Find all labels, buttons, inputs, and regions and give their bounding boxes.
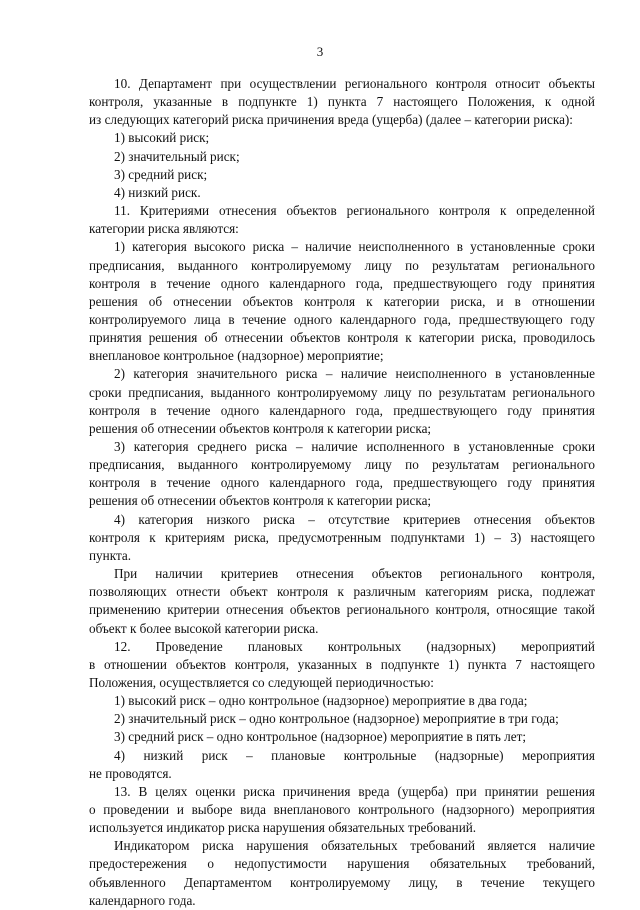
text-line: предписания, выданного контролируемому лицу по результатам регионального <box>89 457 595 473</box>
text-line: решения об отнесении объектов контроля к категории риска, и в отношении <box>89 293 595 309</box>
text-line: 2) категория значительного риска – наличие неисполненного в установленные <box>114 366 595 382</box>
text-line: 2) значительный риск – одно контрольное (надзорное) мероприятие в три года; <box>114 711 559 727</box>
text-line: 13. В целях оценки риска причинения вреда (ущерба) при принятии решения <box>114 783 595 799</box>
text-line: контроля в течение одного календарного года, предшествующего году принятия <box>89 275 595 291</box>
text-line: объект к более высокой категории риска. <box>89 620 319 636</box>
text-line: 12. Проведение плановых контрольных (надзорных) мероприятий <box>114 638 595 654</box>
text-line: 4) категория низкого риска – отсутствие критериев отнесения объектов <box>114 511 595 527</box>
page-number: 3 <box>316 44 324 59</box>
text-line: контроля к критериям риска, предусмотренным подпунктами 1) – 3) настоящего <box>89 529 595 545</box>
text-line: 1) категория высокого риска – наличие неисполненного в установленные сроки <box>114 239 595 255</box>
text-line: контроля, указанные в подпункте 1) пункта 7 настоящего Положения, к одной <box>89 94 595 110</box>
text-line: применению критерии отнесения объектов регионального контроля, относящие такой <box>89 602 595 618</box>
text-line: предписания, выданного контролируемому лицу по результатам регионального <box>89 257 595 273</box>
text-line: 3) средний риск; <box>114 166 208 182</box>
text-line: 11. Критериями отнесения объектов регионального контроля к определенной <box>114 203 595 218</box>
text-line: сроки предписания, выданного контролируемому лицу по результатам регионального <box>89 384 595 400</box>
text-line: в отношении объектов контроля, указанных в подпункте 1) пункта 7 настоящего <box>89 656 595 672</box>
text-line: 1) высокий риск – одно контрольное (надзорное) мероприятие в два года; <box>114 693 528 709</box>
text-line: 3) средний риск – одно контрольное (надзорное) мероприятие в пять лет; <box>114 729 526 745</box>
text-line: 2) значительный риск; <box>114 148 240 164</box>
text-line: внеплановое контрольное (надзорное) мероприятие; <box>89 348 384 364</box>
text-line: При наличии критериев отнесения объектов регионального контроля, <box>114 566 595 581</box>
text-line: 4) низкий риск – плановые контрольные (надзорные) мероприятия <box>114 747 595 763</box>
text-line: о проведении и выборе вида внепланового контрольного (надзорного) мероприятия <box>89 802 595 817</box>
text-line: 3) категория среднего риска – наличие исполненного в установленные сроки <box>114 439 595 454</box>
text-line: объявленного Департаментом контролируемому лицу, в течение текущего <box>89 874 595 890</box>
text-line: используется индикатор риска нарушения обязательных требований. <box>89 820 477 836</box>
text-line: категории риска являются: <box>89 221 239 237</box>
text-line: 4) низкий риск. <box>114 184 201 200</box>
text-line: пункта. <box>89 547 132 563</box>
text-line: решения об отнесении объектов контроля к категории риска; <box>89 420 432 436</box>
text-line: 10. Департамент при осуществлении регионального контроля относит объекты <box>114 76 595 91</box>
text-line: решения об отнесении объектов контроля к категории риска; <box>89 493 432 509</box>
text-line: календарного года. <box>89 892 196 908</box>
text-line: контроля в течение одного календарного года, предшествующего году принятия <box>89 475 595 491</box>
text-line: Положения, осуществляется со следующей периодичностью: <box>89 674 434 690</box>
text-line: позволяющих отнести объект контроля к различным категориям риска, подлежат <box>89 584 595 600</box>
text-line: контроля в течение одного календарного года, предшествующего году принятия <box>89 402 595 418</box>
text-line: 1) высокий риск; <box>114 130 210 146</box>
text-line: контролируемого лица в течение одного календарного года, предшествующего году <box>89 311 595 327</box>
text-line: принятия решения об отнесении объектов контроля к категории риска, проводилось <box>89 330 595 346</box>
text-line: не проводятся. <box>89 765 172 781</box>
text-line: предостережения о недопустимости нарушения обязательных требований, <box>89 856 595 872</box>
text-line: Индикатором риска нарушения обязательных требований является наличие <box>114 838 595 854</box>
text-line: из следующих категорий риска причинения вреда (ущерба) (далее – категории риска): <box>89 112 573 128</box>
